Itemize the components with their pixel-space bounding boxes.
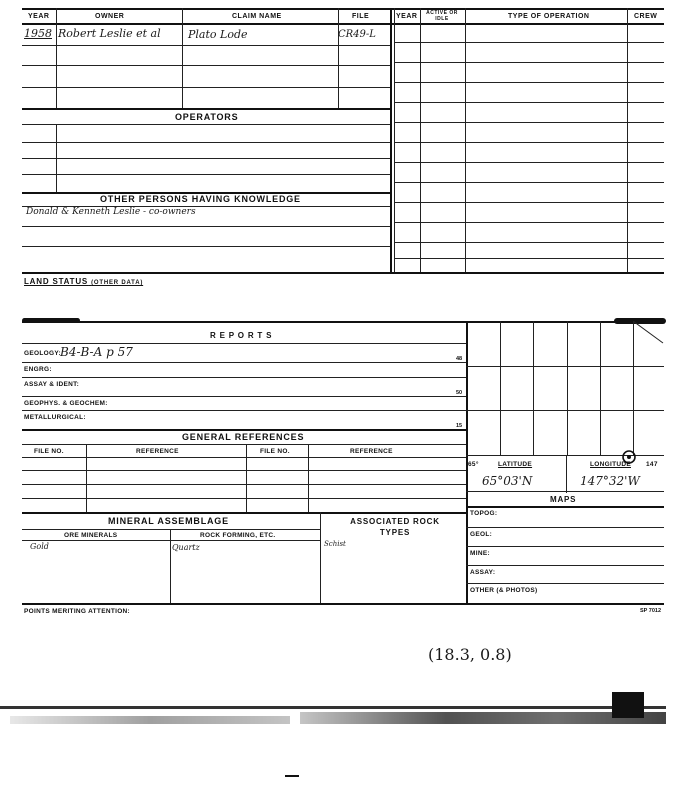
operators-title: OPERATORS — [175, 112, 239, 122]
ref-header-reference-2: REFERENCE — [350, 448, 393, 455]
latitude-label: LATITUDE — [498, 461, 533, 468]
scan-dash — [285, 775, 299, 777]
ore-mineral-entry: Gold — [30, 542, 49, 551]
file-entry: CR49-L — [338, 29, 376, 40]
header-claim-name: CLAIM NAME — [232, 13, 282, 20]
ore-minerals-header: ORE MINERALS — [64, 532, 118, 539]
maps-assay-label: ASSAY: — [470, 569, 496, 576]
ref-header-file-no-2: FILE NO. — [260, 448, 290, 455]
ref-header-file-no: FILE NO. — [34, 448, 64, 455]
longitude-value: 147°32'W — [580, 474, 640, 488]
report-number-15: 15 — [456, 423, 463, 429]
land-status-label: LAND STATUS — [24, 277, 89, 286]
maps-geol-label: GEOL: — [470, 531, 493, 538]
latitude-value: 65°03'N — [482, 474, 533, 488]
latitude-prefix: 65° — [468, 461, 479, 468]
ref-header-reference: REFERENCE — [136, 448, 179, 455]
corner-diagonal — [633, 321, 665, 345]
owner-name-entry: Robert Leslie et al — [58, 27, 161, 40]
owner-year-entry: 1958 — [24, 27, 52, 40]
rock-forming-header: ROCK FORMING, ETC. — [200, 532, 276, 539]
header-crew: CREW — [634, 13, 658, 20]
assay-ident-label: ASSAY & IDENT: — [24, 381, 80, 388]
report-number-48: 48 — [456, 356, 463, 362]
bottom-note: (18.3, 0.8) — [428, 645, 512, 664]
header-year-2: YEAR — [396, 13, 418, 20]
geophys-label: GEOPHYS. & GEOCHEM: — [24, 400, 108, 407]
maps-other-label: OTHER (& PHOTOS) — [470, 587, 538, 594]
scan-noise-band — [0, 706, 666, 709]
geology-label: GEOLOGY: — [24, 350, 61, 357]
maps-title: MAPS — [550, 495, 577, 504]
header-file: FILE — [352, 13, 370, 20]
form-number: SP 7012 — [640, 608, 662, 614]
longitude-label: LONGITUDE — [590, 461, 631, 468]
associated-rock-types-title: ASSOCIATED ROCK TYPES — [350, 517, 440, 537]
points-meriting-label: POINTS MERITING ATTENTION: — [24, 608, 131, 615]
geology-value: B4-B-A p 57 — [60, 345, 133, 359]
rock-forming-entry: Quartz — [172, 543, 200, 552]
other-persons-title: OTHER PERSONS HAVING KNOWLEDGE — [100, 194, 301, 204]
longitude-suffix: 147 — [646, 461, 658, 468]
scan-noise-streak-left — [10, 716, 290, 724]
engrg-label: ENGRG: — [24, 366, 52, 373]
mineral-assemblage-title: MINERAL ASSEMBLAGE — [108, 516, 229, 526]
maps-topog-label: TOPOG: — [470, 510, 498, 517]
maps-mine-label: MINE: — [470, 550, 490, 557]
header-owner: OWNER — [95, 13, 125, 20]
associated-rock-entry: Schist — [324, 540, 346, 548]
claim-name-entry: Plato Lode — [188, 28, 248, 41]
reports-title: R E P O R T S — [210, 331, 273, 340]
general-references-title: GENERAL REFERENCES — [182, 432, 305, 442]
circled-mark-icon — [621, 449, 637, 465]
header-type-of-operation: TYPE OF OPERATION — [508, 13, 590, 20]
header-active-idle: ACTIVE OR IDLE — [426, 10, 458, 22]
land-status-title — [24, 277, 143, 286]
report-number-50: 50 — [456, 390, 463, 396]
scan-dark-square — [612, 692, 644, 718]
metallurgical-label: METALLURGICAL: — [24, 414, 86, 421]
land-status-note: (OTHER DATA) — [91, 280, 144, 286]
other-persons-entry: Donald & Kenneth Leslie - co-owners — [26, 207, 196, 217]
header-year: YEAR — [28, 13, 50, 20]
